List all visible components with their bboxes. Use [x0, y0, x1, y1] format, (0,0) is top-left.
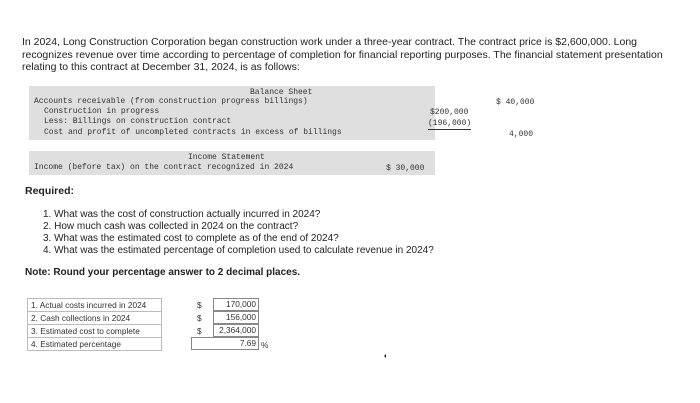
answer-label-estimated-percentage: 4. Estimated percentage: [27, 337, 162, 351]
income-statement-title: Income Statement: [188, 153, 265, 162]
billings-label: Less: Billings on construction contract: [44, 117, 232, 126]
answer-label-estimated-cost: 3. Estimated cost to complete: [27, 324, 162, 338]
income-value: $ 30,000: [386, 164, 425, 173]
required-heading: Required:: [25, 185, 75, 197]
currency-symbol: $: [197, 313, 202, 323]
problem-intro: In 2024, Long Construction Corporation began construction work under a three-year contract. The contract price is $2,600,000. Long recognizes revenue over time according to percentage of completion for financial reporting purposes. The financial statement presentation relating to this contract at December 31, 2024, is as follows:: [22, 36, 663, 73]
answer-label-cash-collections: 2. Cash collections in 2024: [27, 311, 162, 325]
question-4: 4. What was the estimated percentage of completion used to calculate revenue in 2024?: [43, 245, 434, 256]
income-label: Income (before tax) on the contract recognized in 2024: [34, 163, 294, 172]
question-3: 3. What was the estimated cost to complete as of the end of 2024?: [43, 233, 339, 244]
cash-collections-input[interactable]: 156,000: [213, 311, 259, 324]
question-2: 2. How much cash was collected in 2024 on the contract?: [43, 221, 299, 232]
cip-value: $200,000: [430, 108, 469, 117]
percent-sign: %: [261, 340, 269, 350]
receivable-value: $ 40,000: [496, 98, 535, 107]
question-1: 1. What was the cost of construction actually incurred in 2024?: [43, 209, 321, 220]
actual-costs-input[interactable]: 170,000: [213, 298, 259, 311]
rounding-note: Note: Round your percentage answer to 2 decimal places.: [25, 267, 301, 278]
estimated-cost-input[interactable]: 2,364,000: [213, 324, 259, 337]
answer-label-actual-costs: 1. Actual costs incurred in 2024: [27, 298, 162, 312]
receivable-label: Accounts receivable (from construction progress billings): [34, 97, 308, 106]
cip-label: Construction in progress: [44, 107, 160, 116]
excess-value: 4,000: [509, 130, 534, 139]
balance-sheet-title: Balance Sheet: [250, 88, 313, 97]
currency-symbol: $: [197, 300, 202, 310]
cursor-arrow-icon: [378, 352, 388, 362]
currency-symbol: $: [197, 326, 202, 336]
billings-value: (196,000): [428, 119, 472, 128]
estimated-percentage-input[interactable]: 7.69: [191, 337, 259, 350]
excess-label: Cost and profit of uncompleted contracts in excess of billings: [44, 128, 342, 137]
